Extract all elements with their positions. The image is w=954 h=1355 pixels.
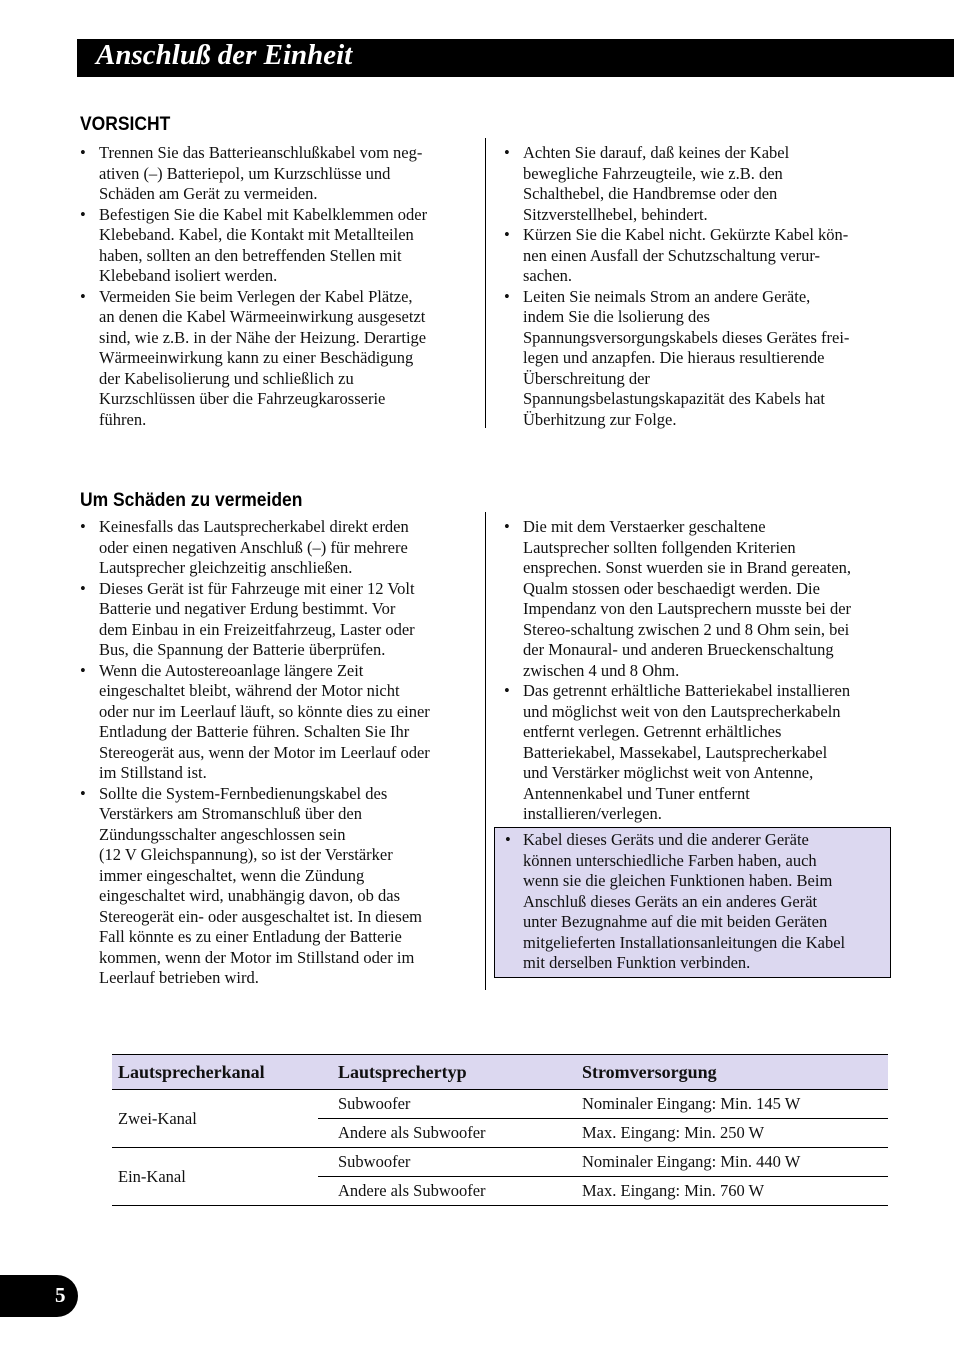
list-item: • Vermeiden Sie beim Verlegen der Kabel Plätze, an denen die Kabel Wärmeeinwirkung ausgesetzt sind, wie z.B. in der Nähe der Heizung. Derartige Wärmeeinwirkung kann zu einer Beschädigung der Kabelisolierung und schließlich zu Kurzschlüssen über die Fahrzeugkarosserie führen. — [80, 287, 480, 431]
type-cell: Andere als Subwoofer — [318, 1177, 576, 1206]
schaeden-right-column — [504, 517, 904, 825]
power-cell: Max. Eingang: Min. 250 W — [576, 1119, 888, 1148]
title-bar — [77, 39, 954, 77]
channel-cell: Zwei-Kanal — [112, 1090, 318, 1148]
table-header-row — [112, 1055, 888, 1090]
power-cell: Nominaler Eingang: Min. 440 W — [576, 1148, 888, 1177]
power-cell: Max. Eingang: Min. 760 W — [576, 1177, 888, 1206]
list-item: • Befestigen Sie die Kabel mit Kabelklemmen oder Klebeband. Kabel, die Kontakt mit Metallteilen haben, sollten an den betreffenden Stellen mit Klebeband isoliert werden. — [80, 205, 480, 287]
vorsicht-heading: VORSICHT — [80, 114, 171, 135]
list-item: • Achten Sie darauf, daß keines der Kabel bewegliche Fahrzeugteile, wie z.B. den Schalthebel, die Handbremse oder den Sitzverstellhebel, behindert. — [504, 143, 904, 225]
schaeden-left-column — [80, 517, 480, 989]
type-cell: Subwoofer — [318, 1090, 576, 1119]
note-box — [494, 827, 891, 978]
page-number: 5 — [55, 1283, 66, 1307]
vorsicht-right-column — [504, 143, 904, 430]
channel-cell: Ein-Kanal — [112, 1148, 318, 1206]
page-title: Anschluß der Einheit — [96, 39, 353, 71]
list-item: • Leiten Sie neimals Strom an andere Geräte, indem Sie die lsolierung des Spannungsversorgungskabels dieses Gerätes frei- legen und anzapfen. Die hieraus resultierende Überschreitung der Spannungsbelastungskapazität des Kabels hat Überhitzung zur Folge. — [504, 287, 904, 431]
list-item: • Die mit dem Verstaerker geschaltene Lautsprecher sollten follgenden Kriterien ensprechen. Sonst wuerden sie in Brand gereaten, Qualm stossen oder beschaedigt werden. Die Impendanz von den Lautsprechern musste bei der Stereo-schaltung zwischen 2 und 8 Ohm sein, bei der Monaural- und anderen Brueckenschaltung zwischen 4 und 8 Ohm. — [504, 517, 904, 681]
type-cell: Subwoofer — [318, 1148, 576, 1177]
list-item: • Wenn die Autostereoanlage längere Zeit eingeschaltet bleibt, während der Motor nicht oder nur im Leerlauf läuft, so könnte dies zu einer Entladung der Batterie führen. Schalten Sie Ihr Stereogerät aus, wenn der Motor im Leerlauf oder im Stillstand ist. — [80, 661, 480, 784]
speaker-table — [112, 1054, 888, 1206]
power-cell: Nominaler Eingang: Min. 145 W — [576, 1090, 888, 1119]
header-power: Stromversorgung — [576, 1055, 888, 1090]
list-item: • Keinesfalls das Lautsprecherkabel direkt erden oder einen negativen Anschluß (–) für mehrere Lautsprecher gleichzeitig anschließen. — [80, 517, 480, 579]
header-channel: Lautsprecherkanal — [112, 1055, 318, 1090]
table-row — [112, 1148, 888, 1177]
list-item: • Sollte die System-Fernbedienungskabel des Verstärkers am Stromanschluß über den Zündungsschalter angeschlossen sein (12 V Gleichspannung), so ist der Verstärker immer eingeschaltet, wenn die Zündung eingeschaltet wird, unabhängig davon, ob das Stereogerät ein- oder ausgeschaltet ist. In diesem Fall könnte es zu einer Entladung der Batterie kommen, wenn der Motor im Stillstand oder im Leerlauf betrieben wird. — [80, 784, 480, 989]
list-item: • Dieses Gerät ist für Fahrzeuge mit einer 12 Volt Batterie und negativer Erdung bestimmt. Vor dem Einbau in ein Freizeitfahrzeug, Laster oder Bus, die Spannung der Batterie überprüfen. — [80, 579, 480, 661]
list-item: • Das getrennt erhältliche Batteriekabel installieren und möglichst weit von den Lautsprecherkabeln entfernt verlegen. Getrennt erhältliches Batteriekabel, Massekabel, Lautsprecherkabel und Verstärker möglichst weit von Antenne, Antennenkabel und Tuner entfernt installieren/verlegen. — [504, 681, 904, 825]
list-item: • Trennen Sie das Batterieanschlußkabel vom neg- ativen (–) Batteriepol, um Kurzschlüsse und Schäden am Gerät zu vermeiden. — [80, 143, 480, 205]
list-item: • Kürzen Sie die Kabel nicht. Gekürzte Kabel kön- nen einen Ausfall der Schutzschaltung verur- sachen. — [504, 225, 904, 287]
vorsicht-left-column — [80, 143, 480, 430]
note-text: • Kabel dieses Geräts und die anderer Geräte können unterschiedliche Farben haben, auch wenn sie die gleichen Funktionen haben. Beim Anschluß dieses Geräts an ein anderes Gerät unter Bezugnahme auf die mit beiden Geräten mitgelieferten Installationsanleitungen die Kabel mit derselben Funktion verbinden. — [505, 830, 886, 974]
schaeden-heading: Um Schäden zu vermeiden — [80, 490, 303, 511]
table-row — [112, 1090, 888, 1119]
column-divider — [485, 512, 486, 990]
header-type: Lautsprechertyp — [318, 1055, 576, 1090]
type-cell: Andere als Subwoofer — [318, 1119, 576, 1148]
column-divider — [485, 138, 486, 428]
page-number-tab — [0, 1275, 78, 1317]
